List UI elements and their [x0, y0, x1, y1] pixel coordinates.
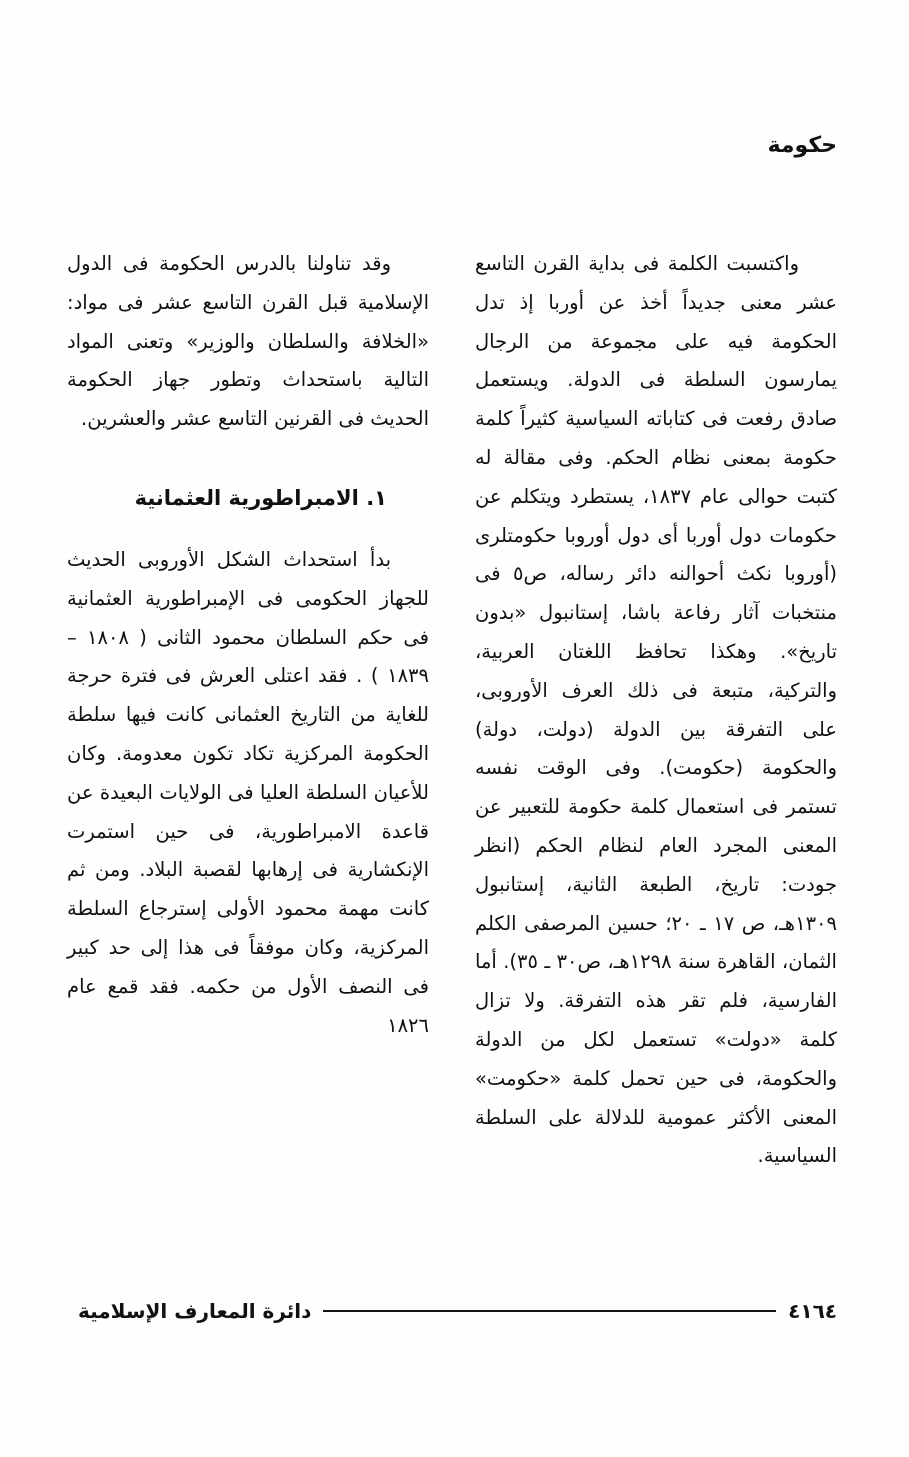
publication-title: دائرة المعارف الإسلامية [78, 1299, 312, 1323]
footer-rule [323, 1310, 776, 1312]
section-paragraph: بدأ استحداث الشكل الأوروبى الحديث للجهاز الحكومى فى الإمبراطورية العثمانية فى حكم السلطان محمود الثانى ( ١٨٠٨ – ١٨٣٩ ) . فقد اعتلى العرش فى فترة حرجة للغاية من التاريخ العثمانى كانت فيها سلطة الحكومة المركزية تكاد تكون معدومة. وكان للأعيان السلطة العليا فى الولايات البعيدة عن قاعدة الامبراطورية، فى حين استمرت الإنكشارية فى إرهابها لقصبة البلاد. ومن ثم كانت مهمة محمود الأولى إسترجاع السلطة المركزية، وكان موفقاً فى هذا إلى حد كبير فى النصف الأول من حكمه. فقد قمع عام ١٨٢٦ [67, 547, 429, 1037]
intro-paragraph: وقد تناولنا بالدرس الحكومة فى الدول الإسلامية قبل القرن التاسع عشر فى مواد: «الخلافة والسلطان والوزير» وتعنى المواد التالية باستحداث وتطور جهاز الحكومة الحديث فى القرنين التاسع عشر والعشرين. [67, 252, 429, 431]
page-number: ٤١٦٤ [788, 1299, 837, 1323]
body-paragraph: واكتسبت الكلمة فى بداية القرن التاسع عشر معنى جديداً أخذ عن أوربا إذ تدل الحكومة فيه على مجموعة من الرجال يمارسون السلطة فى الدولة. ويستعمل صادق رفعت فى كتاباته السياسية كثيراً كلمة حكومة بمعنى نظام الحكم. وفى مقالة له كتبت حوالى عام ١٨٣٧، يستطرد ويتكلم عن حكومات دول أوربا أى دول أوروبا حكومتلرى (أوروبا نكث أحوالنه دائر رساله، ص٥ فى منتخبات آثار رفاعة باشا، إستانبول «بدون تاريخ». وهكذا تحافظ اللغتان العربية، والتركية، متبعة فى ذلك العرف الأوروبى، على التفرقة بين الدولة (دولت، دولة) والحكومة (حكومت). وفى الوقت نفسه تستمر فى استعمال كلمة حكومة للتعبير عن المعنى المجرد العام لنظام الحكم (انظر جودت: تاريخ، الطبعة الثانية، إستانبول ١٣٠٩هـ، ص ١٧ ـ ٢٠؛ حسين المرصفى الكلم الثمان، القاهرة سنة ١٢٩٨هـ، ص٣٠ ـ ٣٥). أما الفارسية، فلم تقر هذه التفرقة. ولا تزال كلمة «دولت» تستعمل لكل من الدولة والحكومة، فى حين تحمل كلمة «حكومت» المعنى الأكثر عمومية للدلالة على السلطة السياسية. [475, 252, 837, 1168]
page-footer [78, 1296, 837, 1326]
right-column [475, 245, 837, 1176]
running-header: حكومة [767, 133, 837, 158]
left-column [67, 245, 429, 1045]
section-heading: ١. الامبراطورية العثمانية [134, 485, 387, 510]
